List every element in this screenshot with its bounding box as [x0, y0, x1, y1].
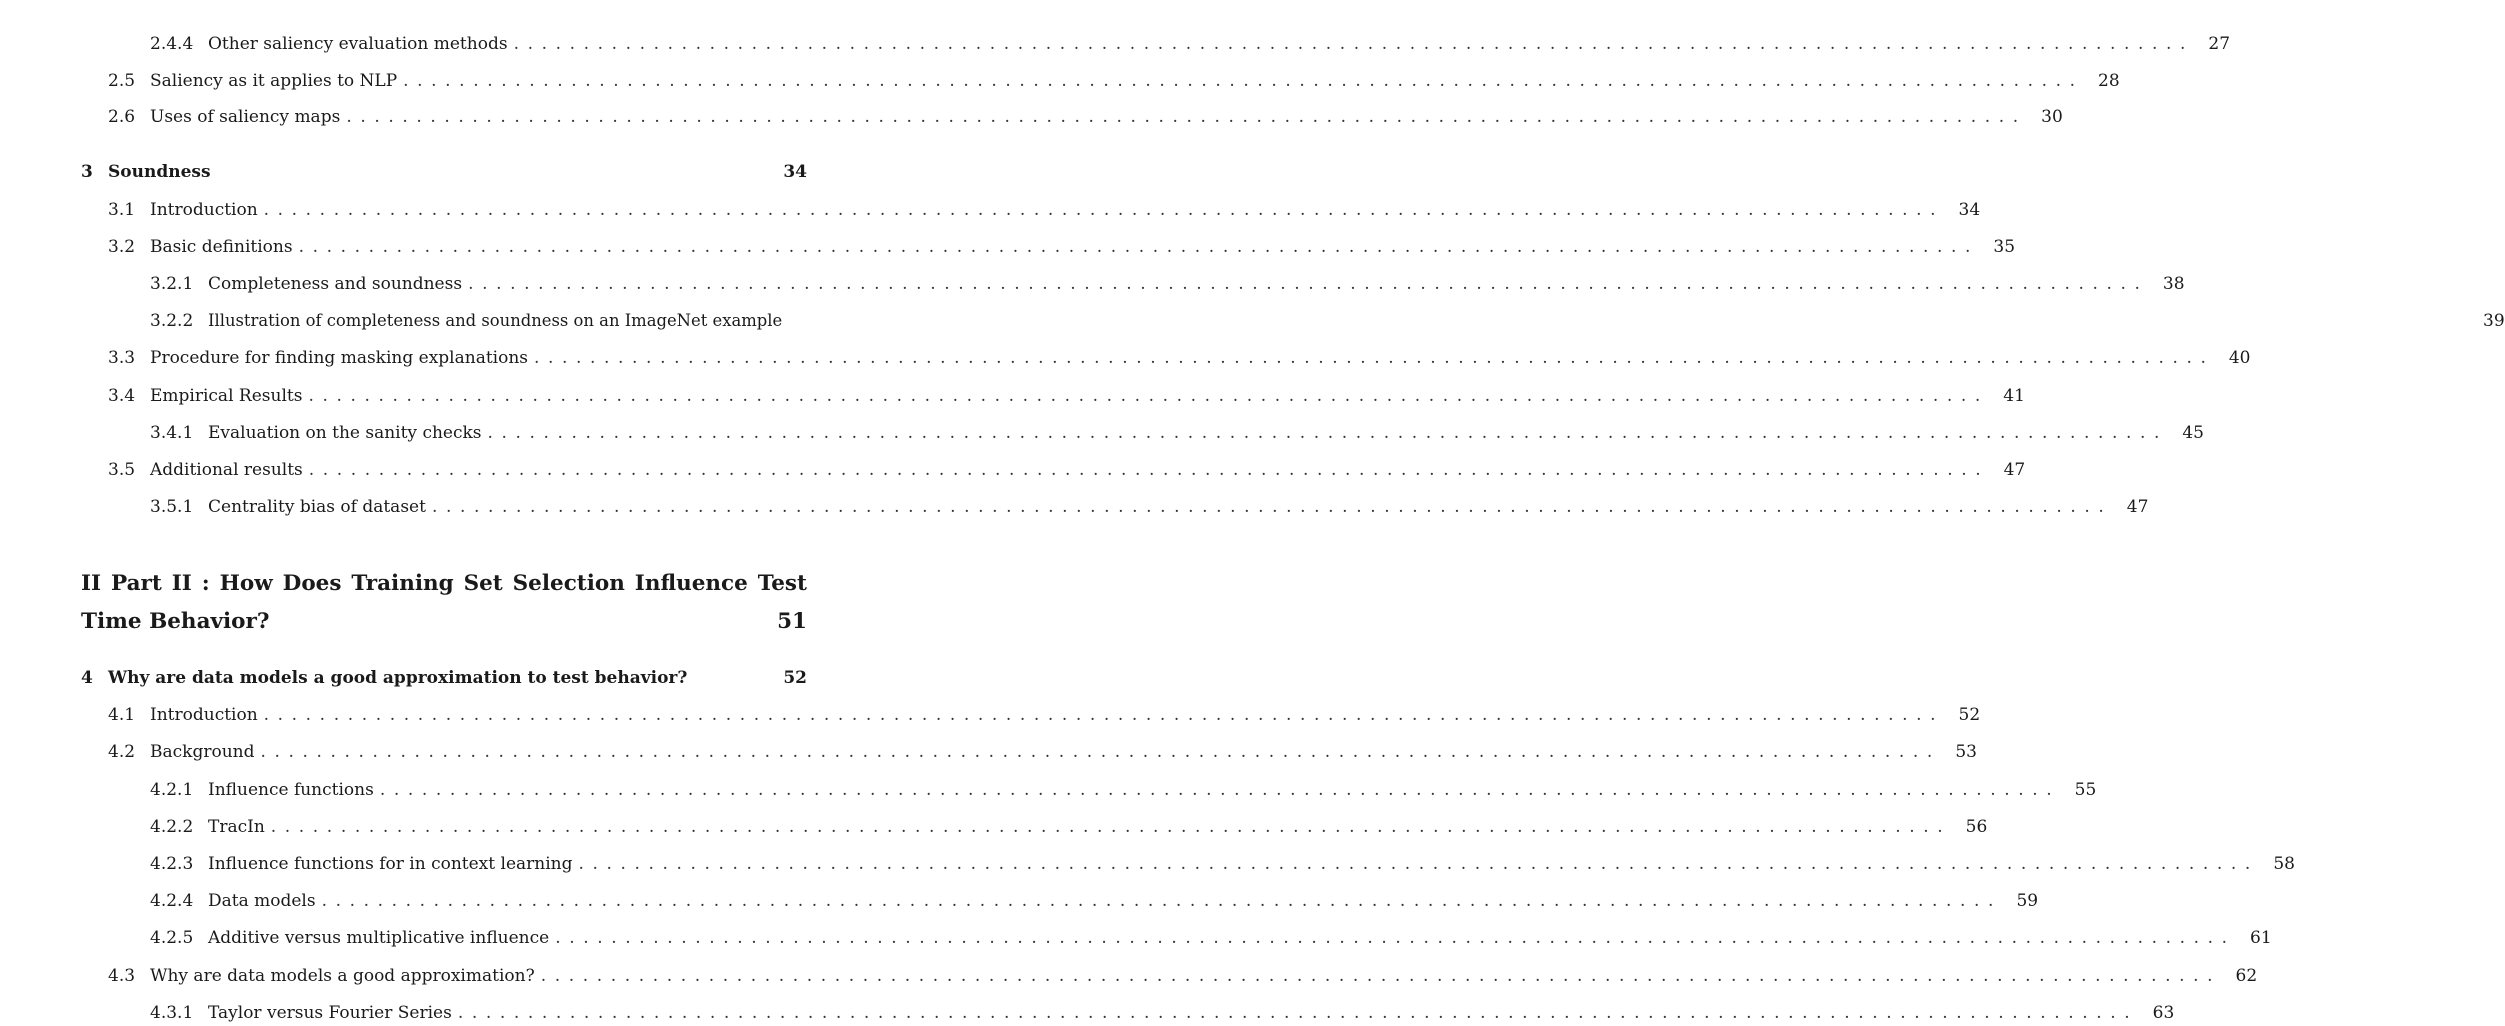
- dot-leader: ........................................................................................................................: [308, 386, 1989, 406]
- toc-entry[interactable]: [108, 386, 2025, 406]
- page-number: 52: [1958, 705, 1981, 725]
- part-number: II: [81, 571, 102, 596]
- toc-entry[interactable]: [150, 817, 1988, 837]
- section-number: 3.3: [108, 348, 136, 368]
- chapter-number: 4: [81, 668, 93, 688]
- page-number: 47: [2126, 497, 2149, 517]
- section-number: 2.4.4: [150, 34, 194, 54]
- dot-leader: ........................................................................................................................: [513, 34, 2195, 54]
- toc-entry[interactable]: [150, 274, 2185, 294]
- toc-entry[interactable]: [150, 928, 2272, 948]
- section-title: Evaluation on the sanity checks: [208, 423, 482, 443]
- section-title: Completeness and soundness: [208, 274, 463, 294]
- dot-leader: ........................................................................................................................: [321, 891, 2003, 911]
- toc-entry[interactable]: [150, 311, 2505, 331]
- page-number: 55: [2074, 780, 2097, 800]
- dot-leader: ........................................................................................................................: [468, 274, 2149, 294]
- toc-entry[interactable]: [108, 107, 2063, 127]
- page-number: 63: [2152, 1003, 2175, 1023]
- chapter-title: Soundness: [108, 162, 211, 182]
- section-number: 3.4: [108, 386, 136, 406]
- dot-leader: ........................................................................................................................: [403, 71, 2084, 91]
- part-title-word: :: [201, 571, 210, 596]
- part-title-word: Test: [757, 571, 807, 596]
- section-title: Influence functions for in context learning: [208, 854, 573, 874]
- part-heading[interactable]: [81, 565, 807, 641]
- section-number: 3.5.1: [150, 497, 194, 517]
- section-title: Saliency as it applies to NLP: [150, 71, 398, 91]
- part-title-word: Selection: [512, 571, 625, 596]
- section-title: Influence functions: [208, 780, 374, 800]
- toc-entry[interactable]: [108, 200, 1981, 220]
- section-title: Basic definitions: [150, 237, 293, 257]
- page-number: 51: [777, 609, 807, 634]
- dot-leader: ........................................................................................................................: [260, 742, 1941, 762]
- toc-entry[interactable]: [108, 966, 2258, 986]
- section-title: Introduction: [150, 705, 258, 725]
- page-number: 52: [783, 668, 807, 688]
- page-number: 34: [783, 162, 807, 182]
- part-title-word: Does: [282, 571, 342, 596]
- page-number: 47: [2003, 460, 2026, 480]
- toc-entry[interactable]: [108, 460, 2026, 480]
- dot-leader: ........................................................................................................................: [540, 966, 2222, 986]
- page-number: 56: [1965, 817, 1988, 837]
- section-title: Additive versus multiplicative influence: [208, 928, 550, 948]
- dot-leader: ........................................................................................................................: [555, 928, 2236, 948]
- section-number: 3.4.1: [150, 423, 194, 443]
- toc-entry[interactable]: [150, 34, 2231, 54]
- toc-entry[interactable]: [108, 71, 2120, 91]
- page-number: 27: [2208, 34, 2231, 54]
- page-number: 39: [2483, 311, 2505, 331]
- page-number: 45: [2182, 423, 2204, 443]
- dot-leader: ........................................................................................................................: [308, 460, 1990, 480]
- section-number: 3.1: [108, 200, 136, 220]
- toc-entry[interactable]: [108, 705, 1981, 725]
- chapter-heading[interactable]: [81, 162, 807, 182]
- part-title-word: How: [219, 571, 273, 596]
- section-title: Illustration of completeness and soundness on an ImageNet example: [208, 311, 783, 330]
- section-title: Uses of saliency maps: [150, 107, 341, 127]
- dot-leader: ........................................................................................................................: [298, 237, 1980, 257]
- section-number: 4.1: [108, 705, 136, 725]
- toc-entry[interactable]: [150, 423, 2204, 443]
- page-number: 35: [1993, 237, 2016, 257]
- page-number: 61: [2250, 928, 2272, 948]
- part-title-word: Training: [351, 571, 454, 596]
- toc-entry[interactable]: [108, 348, 2251, 368]
- page-number: 28: [2098, 71, 2120, 91]
- section-title: TracIn: [208, 817, 265, 837]
- section-number: 2.5: [108, 71, 136, 91]
- section-number: 4.2.3: [150, 854, 194, 874]
- toc-entry[interactable]: [150, 497, 2149, 517]
- section-title: Why are data models a good approximation?: [150, 966, 535, 986]
- section-title: Additional results: [150, 460, 303, 480]
- page-number: 38: [2162, 274, 2185, 294]
- section-number: 4.3: [108, 966, 136, 986]
- part-heading-line-1: [81, 565, 807, 603]
- section-number: 2.6: [108, 107, 136, 127]
- part-title-word: Influence: [634, 571, 748, 596]
- dot-leader: ........................................................................................................................: [578, 854, 2259, 874]
- page-number: 53: [1955, 742, 1977, 762]
- dot-leader: ........................................................................................................................: [270, 817, 1952, 837]
- dot-leader: ........................................................................................................................: [263, 200, 1945, 220]
- toc-entry[interactable]: [108, 742, 1977, 762]
- section-number: 4.2.5: [150, 928, 194, 948]
- dot-leader: ........................................................................................................................: [534, 348, 2215, 368]
- section-number: 3.2.1: [150, 274, 194, 294]
- toc-entry[interactable]: [108, 237, 2016, 257]
- toc-entry[interactable]: [150, 854, 2295, 874]
- section-number: 3.2: [108, 237, 136, 257]
- section-number: 3.5: [108, 460, 136, 480]
- section-number: 4.2: [108, 742, 136, 762]
- page-number: 40: [2228, 348, 2251, 368]
- dot-leader: ........................................................................................................................: [379, 780, 2061, 800]
- chapter-number: 3: [81, 162, 93, 182]
- page-number: 34: [1958, 200, 1981, 220]
- part-title-word: Set: [463, 571, 503, 596]
- dot-leader: ........................................................................................................................: [457, 1003, 2139, 1023]
- dot-leader: ........................................................................................................................: [346, 107, 2027, 127]
- page-number: 59: [2016, 891, 2039, 911]
- chapter-title: Why are data models a good approximation to test behavior?: [108, 668, 688, 688]
- section-title: Empirical Results: [150, 386, 303, 406]
- dot-leader: ........................................................................................................................: [431, 497, 2113, 517]
- toc-entry[interactable]: [150, 780, 2097, 800]
- section-title: Taylor versus Fourier Series: [208, 1003, 452, 1023]
- dot-leader: ........................................................................................................................: [487, 423, 2168, 443]
- section-title: Centrality bias of dataset: [208, 497, 426, 517]
- section-number: 4.2.1: [150, 780, 194, 800]
- section-number: 4.3.1: [150, 1003, 194, 1023]
- section-title: Data models: [208, 891, 316, 911]
- chapter-heading[interactable]: [81, 668, 807, 688]
- toc-entry[interactable]: [150, 1003, 2175, 1023]
- section-number: 4.2.4: [150, 891, 194, 911]
- part-title-word: II: [171, 571, 192, 596]
- section-title: Background: [150, 742, 255, 762]
- page-number: 58: [2273, 854, 2295, 874]
- part-heading-line-2: [81, 603, 807, 641]
- part-title-word: Part: [111, 571, 162, 596]
- section-title: Introduction: [150, 200, 258, 220]
- page-number: 30: [2041, 107, 2063, 127]
- section-number: 3.2.2: [150, 311, 194, 331]
- section-number: 4.2.2: [150, 817, 194, 837]
- part-title-continuation: Time Behavior?: [81, 609, 270, 634]
- toc-entry[interactable]: [150, 891, 2039, 911]
- section-title: Other saliency evaluation methods: [208, 34, 508, 54]
- page-number: 41: [2003, 386, 2025, 406]
- page-number: 62: [2235, 966, 2258, 986]
- section-title: Procedure for finding masking explanations: [150, 348, 529, 368]
- dot-leader: ........................................................................................................................: [263, 705, 1945, 725]
